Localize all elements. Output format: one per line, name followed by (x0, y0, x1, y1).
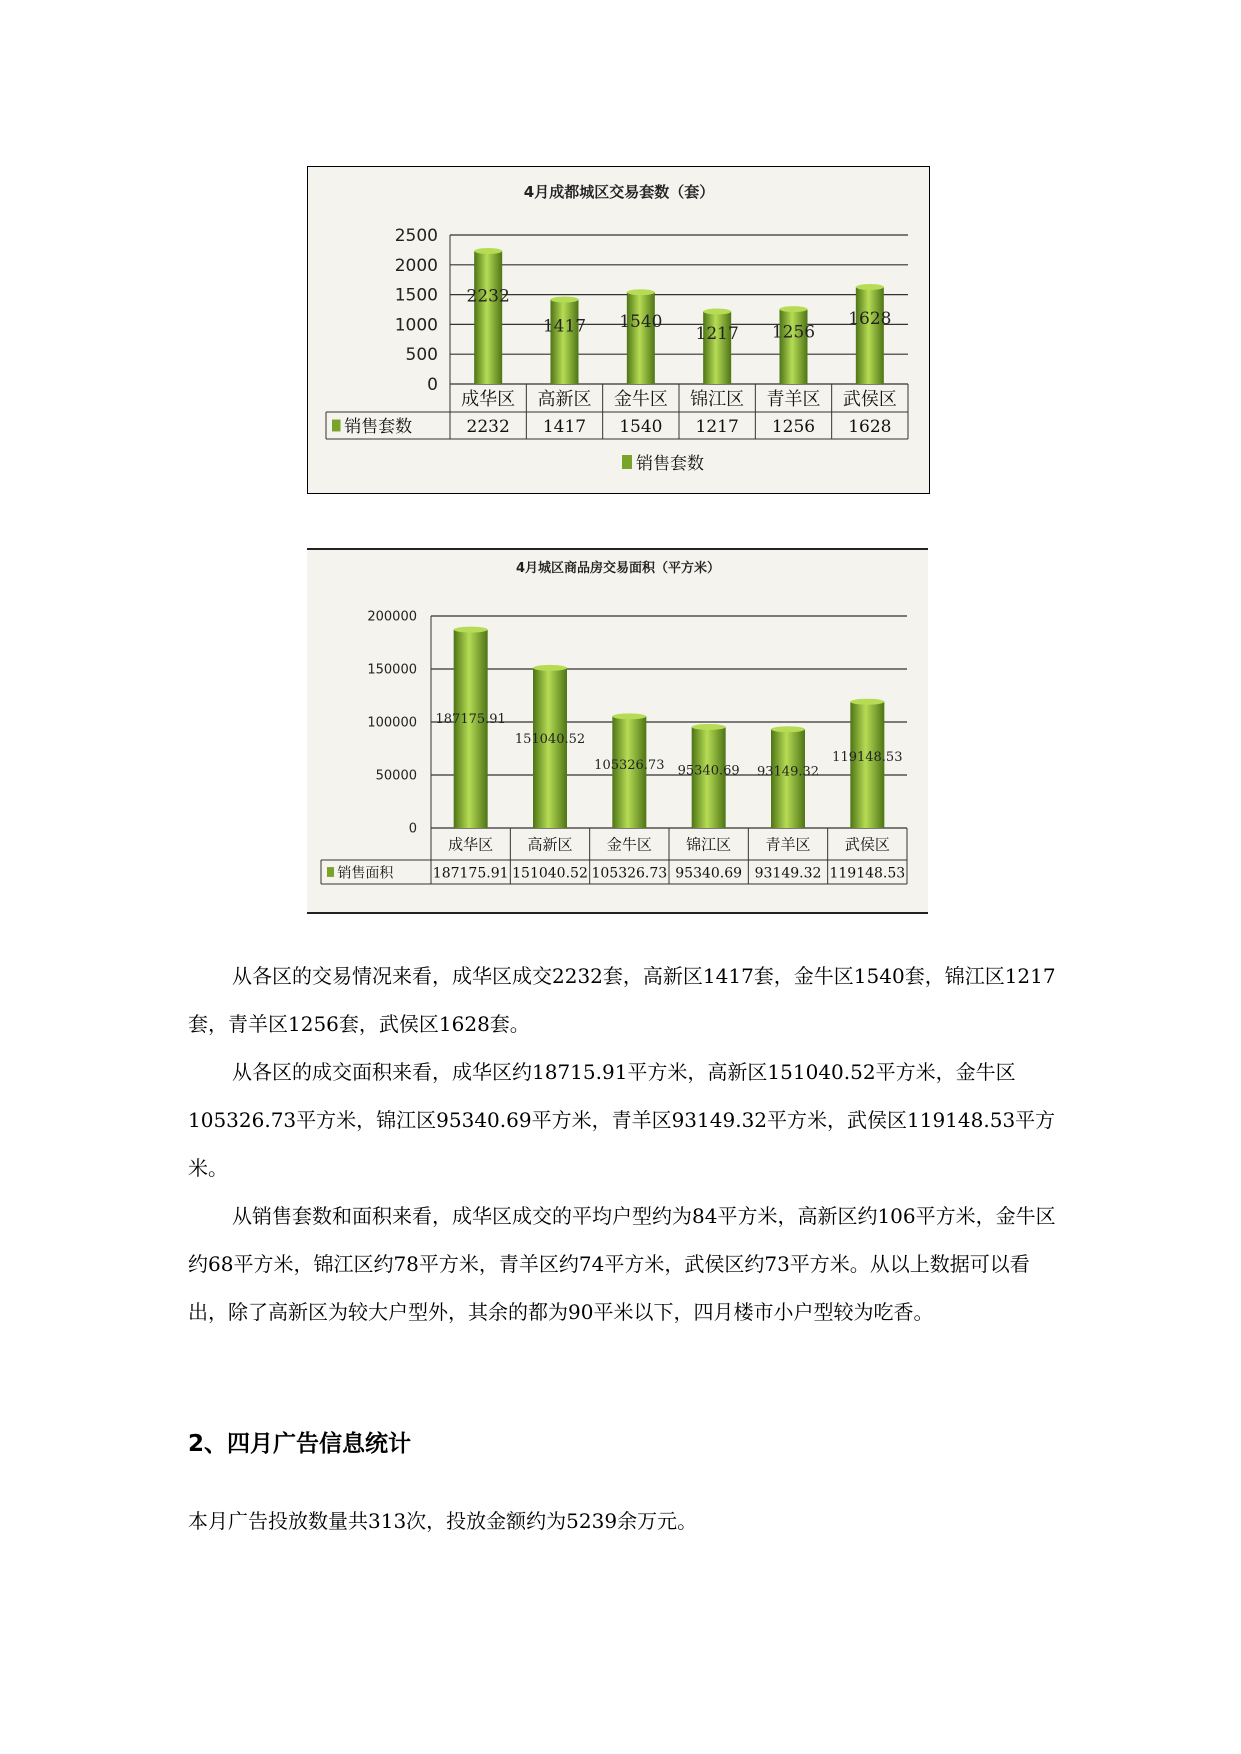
y-tick-label: 150000 (367, 662, 417, 678)
y-tick-label: 2000 (394, 255, 438, 276)
bar-cap (703, 308, 731, 314)
bar-cap (612, 713, 646, 719)
data-label: 119148.53 (832, 750, 903, 766)
table-cell: 1540 (619, 416, 663, 437)
table-row-label: 销售面积 (337, 865, 394, 882)
table-cell: 105326.73 (591, 865, 668, 882)
bar-cap (856, 284, 884, 290)
bar (703, 311, 731, 384)
bar-cap (771, 726, 805, 732)
y-tick-label: 500 (405, 345, 438, 366)
data-label: 1540 (619, 312, 663, 333)
legend-label: 销售套数 (636, 454, 704, 474)
bar (533, 668, 567, 828)
y-tick-label: 50000 (375, 768, 417, 784)
data-label: 95340.69 (677, 763, 740, 779)
table-cell: 1417 (542, 416, 587, 437)
table-cell: 119148.53 (829, 865, 906, 882)
bar-cap (692, 724, 726, 730)
table-cell: 95340.69 (675, 865, 743, 882)
category-label: 高新区 (527, 835, 573, 854)
bar-cap (627, 289, 655, 295)
bar-cap (454, 627, 488, 633)
paragraph-ad-summary: 本月广告投放数量共313次，投放金额约为5239余万元。 (188, 1509, 698, 1533)
category-label: 高新区 (537, 388, 592, 410)
table-row-label: 销售套数 (344, 416, 413, 437)
data-label: 151040.52 (514, 732, 586, 748)
sales-units-chart-svg (308, 167, 929, 493)
table-cell: 2232 (466, 416, 510, 437)
category-label: 金牛区 (613, 388, 668, 410)
category-label: 青羊区 (766, 388, 821, 410)
data-label: 2232 (466, 286, 510, 307)
table-cell: 187175.91 (432, 865, 509, 882)
category-label: 锦江区 (690, 388, 745, 410)
category-label: 成华区 (461, 388, 516, 410)
table-cell: 1217 (695, 416, 739, 437)
sales-area-chart (307, 548, 928, 914)
bar-cap (850, 699, 884, 705)
y-tick-label: 1500 (394, 285, 438, 306)
data-label: 105326.73 (594, 757, 665, 773)
data-label: 1628 (848, 308, 892, 329)
bar (627, 292, 655, 384)
y-tick-label: 2500 (394, 225, 438, 246)
data-label: 1256 (771, 322, 816, 343)
y-tick-label: 200000 (367, 609, 417, 625)
category-label: 金牛区 (606, 835, 652, 854)
bar-cap (551, 297, 579, 303)
sales-area-chart-svg (307, 550, 928, 912)
category-label: 锦江区 (686, 835, 732, 854)
legend-swatch (327, 867, 334, 877)
category-label: 武侯区 (844, 835, 890, 854)
y-tick-label: 1000 (394, 315, 438, 336)
legend-swatch (622, 455, 632, 469)
table-cell: 1256 (771, 416, 816, 437)
bar (474, 251, 502, 384)
table-cell: 151040.52 (512, 865, 588, 882)
category-label: 青羊区 (765, 835, 811, 854)
category-label: 武侯区 (842, 388, 897, 410)
data-label: 1217 (695, 324, 739, 345)
table-cell: 93149.32 (754, 865, 822, 882)
legend-swatch (332, 420, 341, 432)
chart-title: 4月成都城区交易套数（套） (523, 183, 715, 201)
data-label: 187175.91 (435, 711, 506, 727)
bar (780, 309, 808, 384)
paragraph-avg-size-summary: 从销售套数和面积来看，成华区成交的平均户型约为84平方米，高新区约106平方米，金牛区约68平方米，锦江区约78平方米，青羊区约74平方米，武侯区约73平方米。从以上数据可以看出，除了高新区为较大户型外，其余的都为90平米以下，四月楼市小户型较为吃香。 (188, 1204, 1056, 1324)
category-label: 成华区 (448, 835, 494, 854)
bar-cap (533, 665, 567, 671)
paragraph-area-summary: 从各区的成交面积来看，成华区约18715.91平方米，高新区151040.52平方米，金牛区105326.73平方米，锦江区95340.69平方米，青羊区93149.32平方米，武侯区119148.53平方米。 (188, 1060, 1056, 1180)
data-label: 1417 (542, 316, 587, 337)
bar (856, 287, 884, 384)
paragraph-units-summary: 从各区的交易情况来看，成华区成交2232套，高新区1417套，金牛区1540套，锦江区1217套，青羊区1256套，武侯区1628套。 (188, 964, 1056, 1036)
bar-cap (474, 248, 502, 254)
y-tick-label: 0 (408, 821, 417, 837)
section-heading: 2、四月广告信息统计 (188, 1431, 412, 1457)
y-tick-label: 0 (427, 374, 438, 395)
sales-units-chart (307, 166, 930, 494)
bar (551, 300, 579, 384)
data-label: 93149.32 (756, 764, 820, 780)
table-cell: 1628 (848, 416, 892, 437)
chart-title: 4月城区商品房交易面积（平方米） (515, 561, 721, 576)
y-tick-label: 100000 (367, 715, 417, 731)
bar (454, 630, 488, 828)
bar-cap (780, 306, 808, 312)
